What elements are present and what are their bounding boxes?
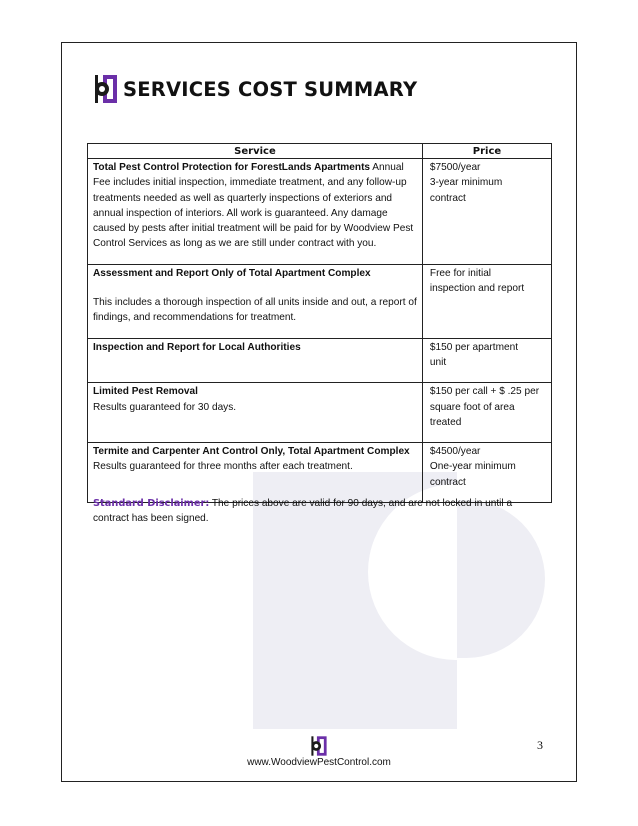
service-title: Limited Pest Removal bbox=[93, 386, 198, 398]
service-description: Results guaranteed for 30 days. bbox=[93, 401, 237, 413]
price-line: Free for initial bbox=[429, 267, 492, 279]
price-line: $4500/year bbox=[429, 446, 481, 458]
services-cost-table bbox=[87, 143, 552, 503]
service-cell bbox=[88, 443, 423, 503]
table-row bbox=[88, 338, 552, 383]
table-row bbox=[88, 159, 552, 265]
woodview-logo-icon bbox=[93, 74, 119, 104]
table-row bbox=[88, 264, 552, 338]
price-cell bbox=[422, 338, 551, 383]
price-line: treated bbox=[429, 416, 462, 428]
footer-logo-icon bbox=[310, 735, 328, 757]
service-title: Total Pest Control Protection for ForestLands Apartments bbox=[93, 162, 371, 173]
price-cell bbox=[422, 264, 551, 338]
price-line: $150 per call + $ .25 per bbox=[429, 386, 540, 398]
service-description: Annual Fee includes initial inspection, immediate treatment, and any follow-up treatments needed as well as quarterly inspections of exteriors and annual inspection of interiors. All work is guaranteed. Any damage caused by pests after initial treatment will be paid for by Woodview Pest Control Services as long as we are still under contract with you. bbox=[93, 162, 414, 250]
price-cell bbox=[422, 159, 551, 265]
service-cell bbox=[88, 264, 423, 338]
price-line: contract bbox=[429, 476, 466, 488]
page-number: 3 bbox=[537, 738, 543, 752]
price-line: contract bbox=[429, 192, 466, 204]
service-description: This includes a thorough inspection of all units inside and out, a report of findings, and recommendations for treatment. bbox=[93, 297, 417, 324]
column-header-service: Service bbox=[88, 144, 423, 159]
price-line: 3-year minimum bbox=[429, 177, 503, 189]
service-cell bbox=[88, 159, 423, 265]
service-cell bbox=[88, 383, 423, 443]
service-title: Termite and Carpenter Ant Control Only, Total Apartment Complex bbox=[93, 446, 410, 458]
standard-disclaimer bbox=[93, 496, 533, 527]
price-line: inspection and report bbox=[429, 283, 525, 295]
price-line: $7500/year bbox=[429, 162, 481, 173]
table-row bbox=[88, 443, 552, 503]
service-title: Assessment and Report Only of Total Apartment Complex bbox=[93, 267, 371, 279]
disclaimer-text: The prices above are valid for 90 days, and are not locked in until a contract has been signed. bbox=[93, 498, 513, 525]
price-line: unit bbox=[429, 356, 447, 368]
table-row bbox=[88, 383, 552, 443]
page-title: SERVICES COST SUMMARY bbox=[123, 77, 418, 101]
column-header-price: Price bbox=[422, 144, 551, 159]
price-cell bbox=[422, 383, 551, 443]
footer-website-link[interactable]: www.WoodviewPestControl.com bbox=[247, 757, 391, 768]
header bbox=[93, 74, 417, 104]
service-cell bbox=[88, 338, 423, 383]
disclaimer-label: Standard Disclaimer: bbox=[93, 498, 210, 509]
price-line: $150 per apartment bbox=[429, 341, 519, 353]
service-title: Inspection and Report for Local Authorities bbox=[93, 341, 301, 353]
price-cell bbox=[422, 443, 551, 503]
price-line: square foot of area bbox=[429, 401, 515, 413]
service-description: Results guaranteed for three months after each treatment. bbox=[93, 461, 353, 473]
price-line: One-year minimum bbox=[429, 461, 516, 473]
table-header-row bbox=[88, 144, 552, 159]
